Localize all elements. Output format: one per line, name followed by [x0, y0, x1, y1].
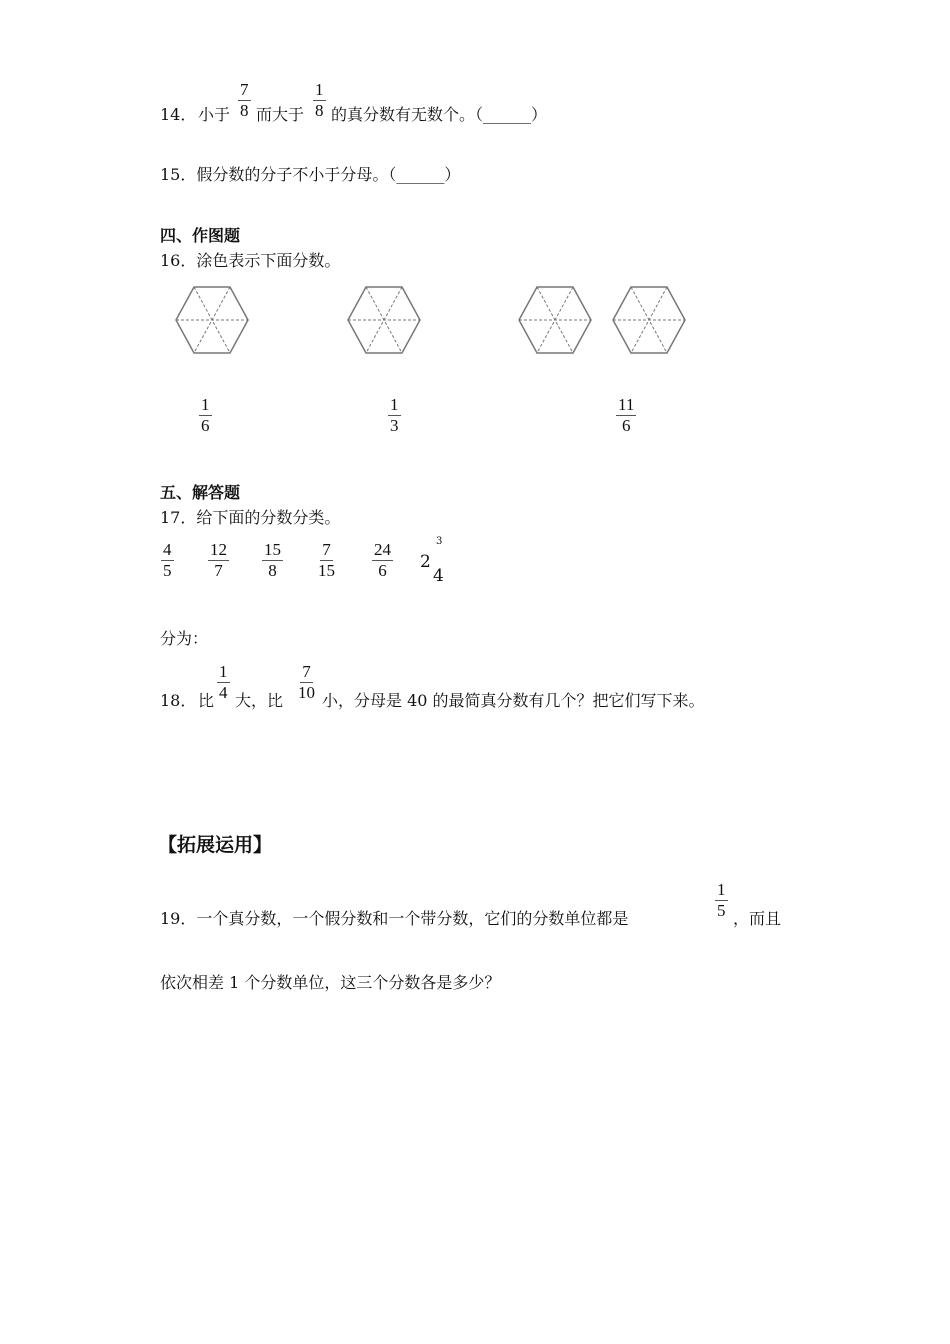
q17-fraction — [316, 540, 337, 581]
section-5-title: 五、解答题 — [160, 483, 241, 502]
q19-line-1: 19．一个真分数，一个假分数和一个带分数，它们的分数单位都是 — [160, 909, 629, 928]
numerator: 1 — [219, 662, 228, 681]
denominator: 8 — [240, 101, 249, 120]
q18-text-3: 小，分母是 40 的最简真分数有几个？把它们写下来。 — [322, 691, 705, 710]
q17-fraction — [161, 540, 174, 581]
q18-number: 18． — [160, 691, 197, 710]
hexagon-2 — [344, 284, 424, 356]
q17-text: 17．给下面的分数分类。 — [160, 508, 341, 527]
q18-fraction-2 — [296, 662, 317, 703]
q17-mixed-numerator: 3 — [436, 536, 443, 547]
q14-number: 14． — [160, 105, 197, 124]
numerator: 4 — [163, 540, 172, 559]
q19-fraction — [715, 880, 728, 921]
q17-answer-label: 分为： — [160, 629, 209, 648]
numerator: 7 — [322, 540, 331, 559]
q18-text-2: 大，比 — [235, 691, 284, 710]
q17-mixed-whole: 2 — [420, 552, 431, 572]
section-4-title: 四、作图题 — [160, 226, 241, 245]
q18-fraction-1 — [217, 662, 230, 703]
section-extension-title: 【拓展运用】 — [158, 834, 273, 856]
q15-text: 15．假分数的分子不小于分母。（______） — [160, 165, 461, 184]
q16-text: 16．涂色表示下面分数。 — [160, 251, 341, 270]
denominator: 5 — [717, 901, 726, 920]
q17-fraction — [208, 540, 229, 581]
denominator: 5 — [163, 561, 172, 580]
q17-fraction — [372, 540, 393, 581]
q18-text-1: 比 — [198, 691, 215, 710]
denominator: 15 — [318, 561, 335, 580]
numerator: 11 — [618, 395, 635, 414]
q16-fraction-2 — [388, 395, 401, 436]
denominator: 10 — [298, 683, 315, 702]
numerator: 7 — [302, 662, 311, 681]
hexagon-1 — [172, 284, 252, 356]
denominator: 6 — [621, 416, 631, 435]
numerator: 1 — [315, 80, 324, 99]
hexagon-4 — [609, 284, 689, 356]
numerator: 15 — [264, 540, 281, 559]
denominator: 4 — [219, 683, 228, 702]
numerator: 7 — [240, 80, 249, 99]
numerator: 1 — [390, 395, 399, 414]
q14-fraction-2 — [313, 80, 326, 121]
q16-fraction-1 — [199, 395, 212, 436]
denominator: 6 — [378, 561, 387, 580]
q14-text-3: 的真分数有无数个。（______） — [331, 105, 548, 124]
q16-fraction-3 — [616, 395, 636, 436]
hexagon-3 — [515, 284, 595, 356]
denominator: 8 — [268, 561, 277, 580]
denominator: 7 — [214, 561, 223, 580]
denominator: 6 — [201, 416, 210, 435]
denominator: 8 — [315, 101, 324, 120]
numerator: 1 — [201, 395, 210, 414]
denominator: 3 — [390, 416, 399, 435]
numerator: 12 — [210, 540, 227, 559]
q19-line-2: 依次相差 1 个分数单位，这三个分数各是多少？ — [160, 973, 501, 992]
q14-text-2: 而大于 — [256, 105, 305, 124]
q17-fraction — [262, 540, 283, 581]
numerator: 1 — [717, 880, 726, 899]
q14-fraction-1 — [238, 80, 251, 121]
q19-line-1-end: ，而且 — [733, 909, 782, 928]
q14-text-1: 小于 — [198, 105, 231, 124]
q17-mixed-denominator: 4 — [433, 566, 444, 586]
numerator: 24 — [374, 540, 391, 559]
